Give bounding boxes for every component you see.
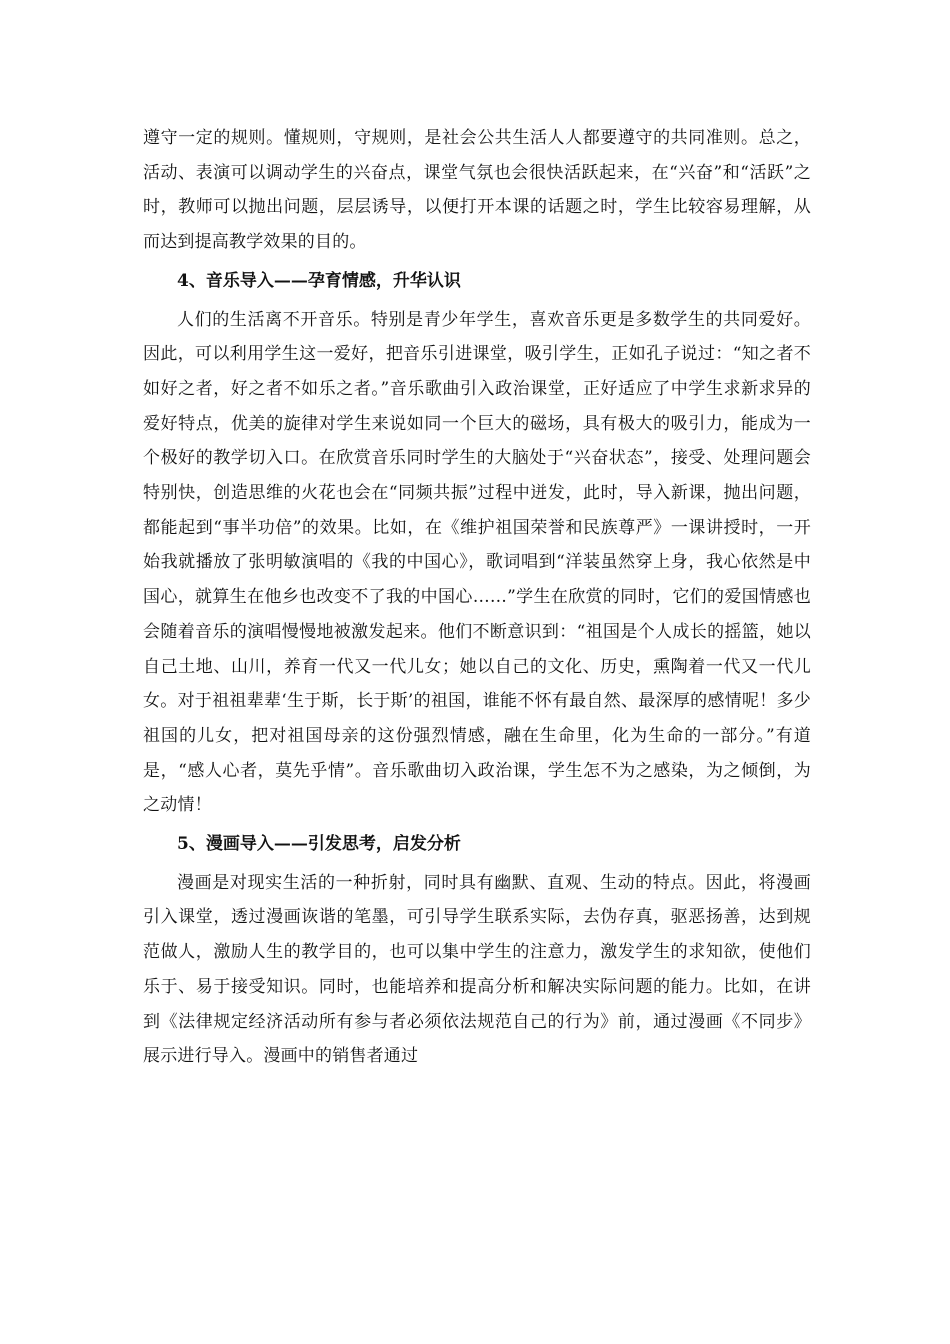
document-body (143, 121, 811, 1074)
paragraph-music-intro: 人们的生活离不开音乐。特别是青少年学生，喜欢音乐更是多数学生的共同爱好。因此，可以利用学生这一爱好，把音乐引进课堂，吸引学生，正如孔子说过：“知之者不如好之者，好之者不如乐之者。”音乐歌曲引入政治课堂，正好适应了中学生求新求异的爱好特点，优美的旋律对学生来说如同一个巨大的磁场，具有极大的吸引力，能成为一个极好的教学切入口。在欣赏音乐同时学生的大脑处于“兴奋状态”，接受、处理问题会特别快，创造思维的火花也会在“同频共振”过程中迸发，此时，导入新课，抛出问题，都能起到“事半功倍”的效果。比如，在《维护祖国荣誉和民族尊严》一课讲授时，一开始我就播放了张明敏演唱的《我的中国心》，歌词唱到“洋装虽然穿上身，我心依然是中国心，就算生在他乡也改变不了我的中国心……”学生在欣赏的同时，它们的爱国情感也会随着音乐的演唱慢慢地被激发起来。他们不断意识到：“祖国是个人成长的摇篮，她以自己土地、山川，养育一代又一代儿女；她以自己的文化、历史，熏陶着一代又一代儿女。对于祖祖辈辈‘生于斯，长于斯’的祖国，谁能不怀有最自然、最深厚的感情呢！多少祖国的儿女，把对祖国母亲的这份强烈情感，融在生命里，化为生命的一部分。”有道是，“感人心者，莫先乎情”。音乐歌曲切入政治课，学生怎不为之感染，为之倾倒，为之动情！ (143, 309, 811, 816)
paragraph-activity-conclusion: 遵守一定的规则。懂规则，守规则，是社会公共生活人人都要遵守的共同准则。总之，活动、表演可以调动学生的兴奋点，课堂气氛也会很快活跃起来，在“兴奋”和“活跃”之时，教师可以抛出问题，层层诱导，以便打开本课的话题之时，学生比较容易理解，从而达到提高教学效果的目的。 (143, 128, 811, 253)
section-heading-comic-intro: 5、漫画导入——引发思考，启发分析 (177, 834, 461, 855)
section-heading-music-intro: 4、音乐导入——孕育情感，升华认识 (177, 270, 461, 291)
paragraph-comic-intro: 漫画是对现实生活的一种折射，同时具有幽默、直观、生动的特点。因此，将漫画引入课堂，透过漫画诙谐的笔墨，可引导学生联系实际，去伪存真，驱恶扬善，达到规范做人，激励人生的教学目的，也可以集中学生的注意力，激发学生的求知欲，使他们乐于、易于接受知识。同时，也能培养和提高分析和解决实际问题的能力。比如，在讲到《法律规定经济活动所有参与者必须依法规范自己的行为》前，通过漫画《不同步》展示进行导入。漫画中的销售者通过 (143, 872, 811, 1067)
